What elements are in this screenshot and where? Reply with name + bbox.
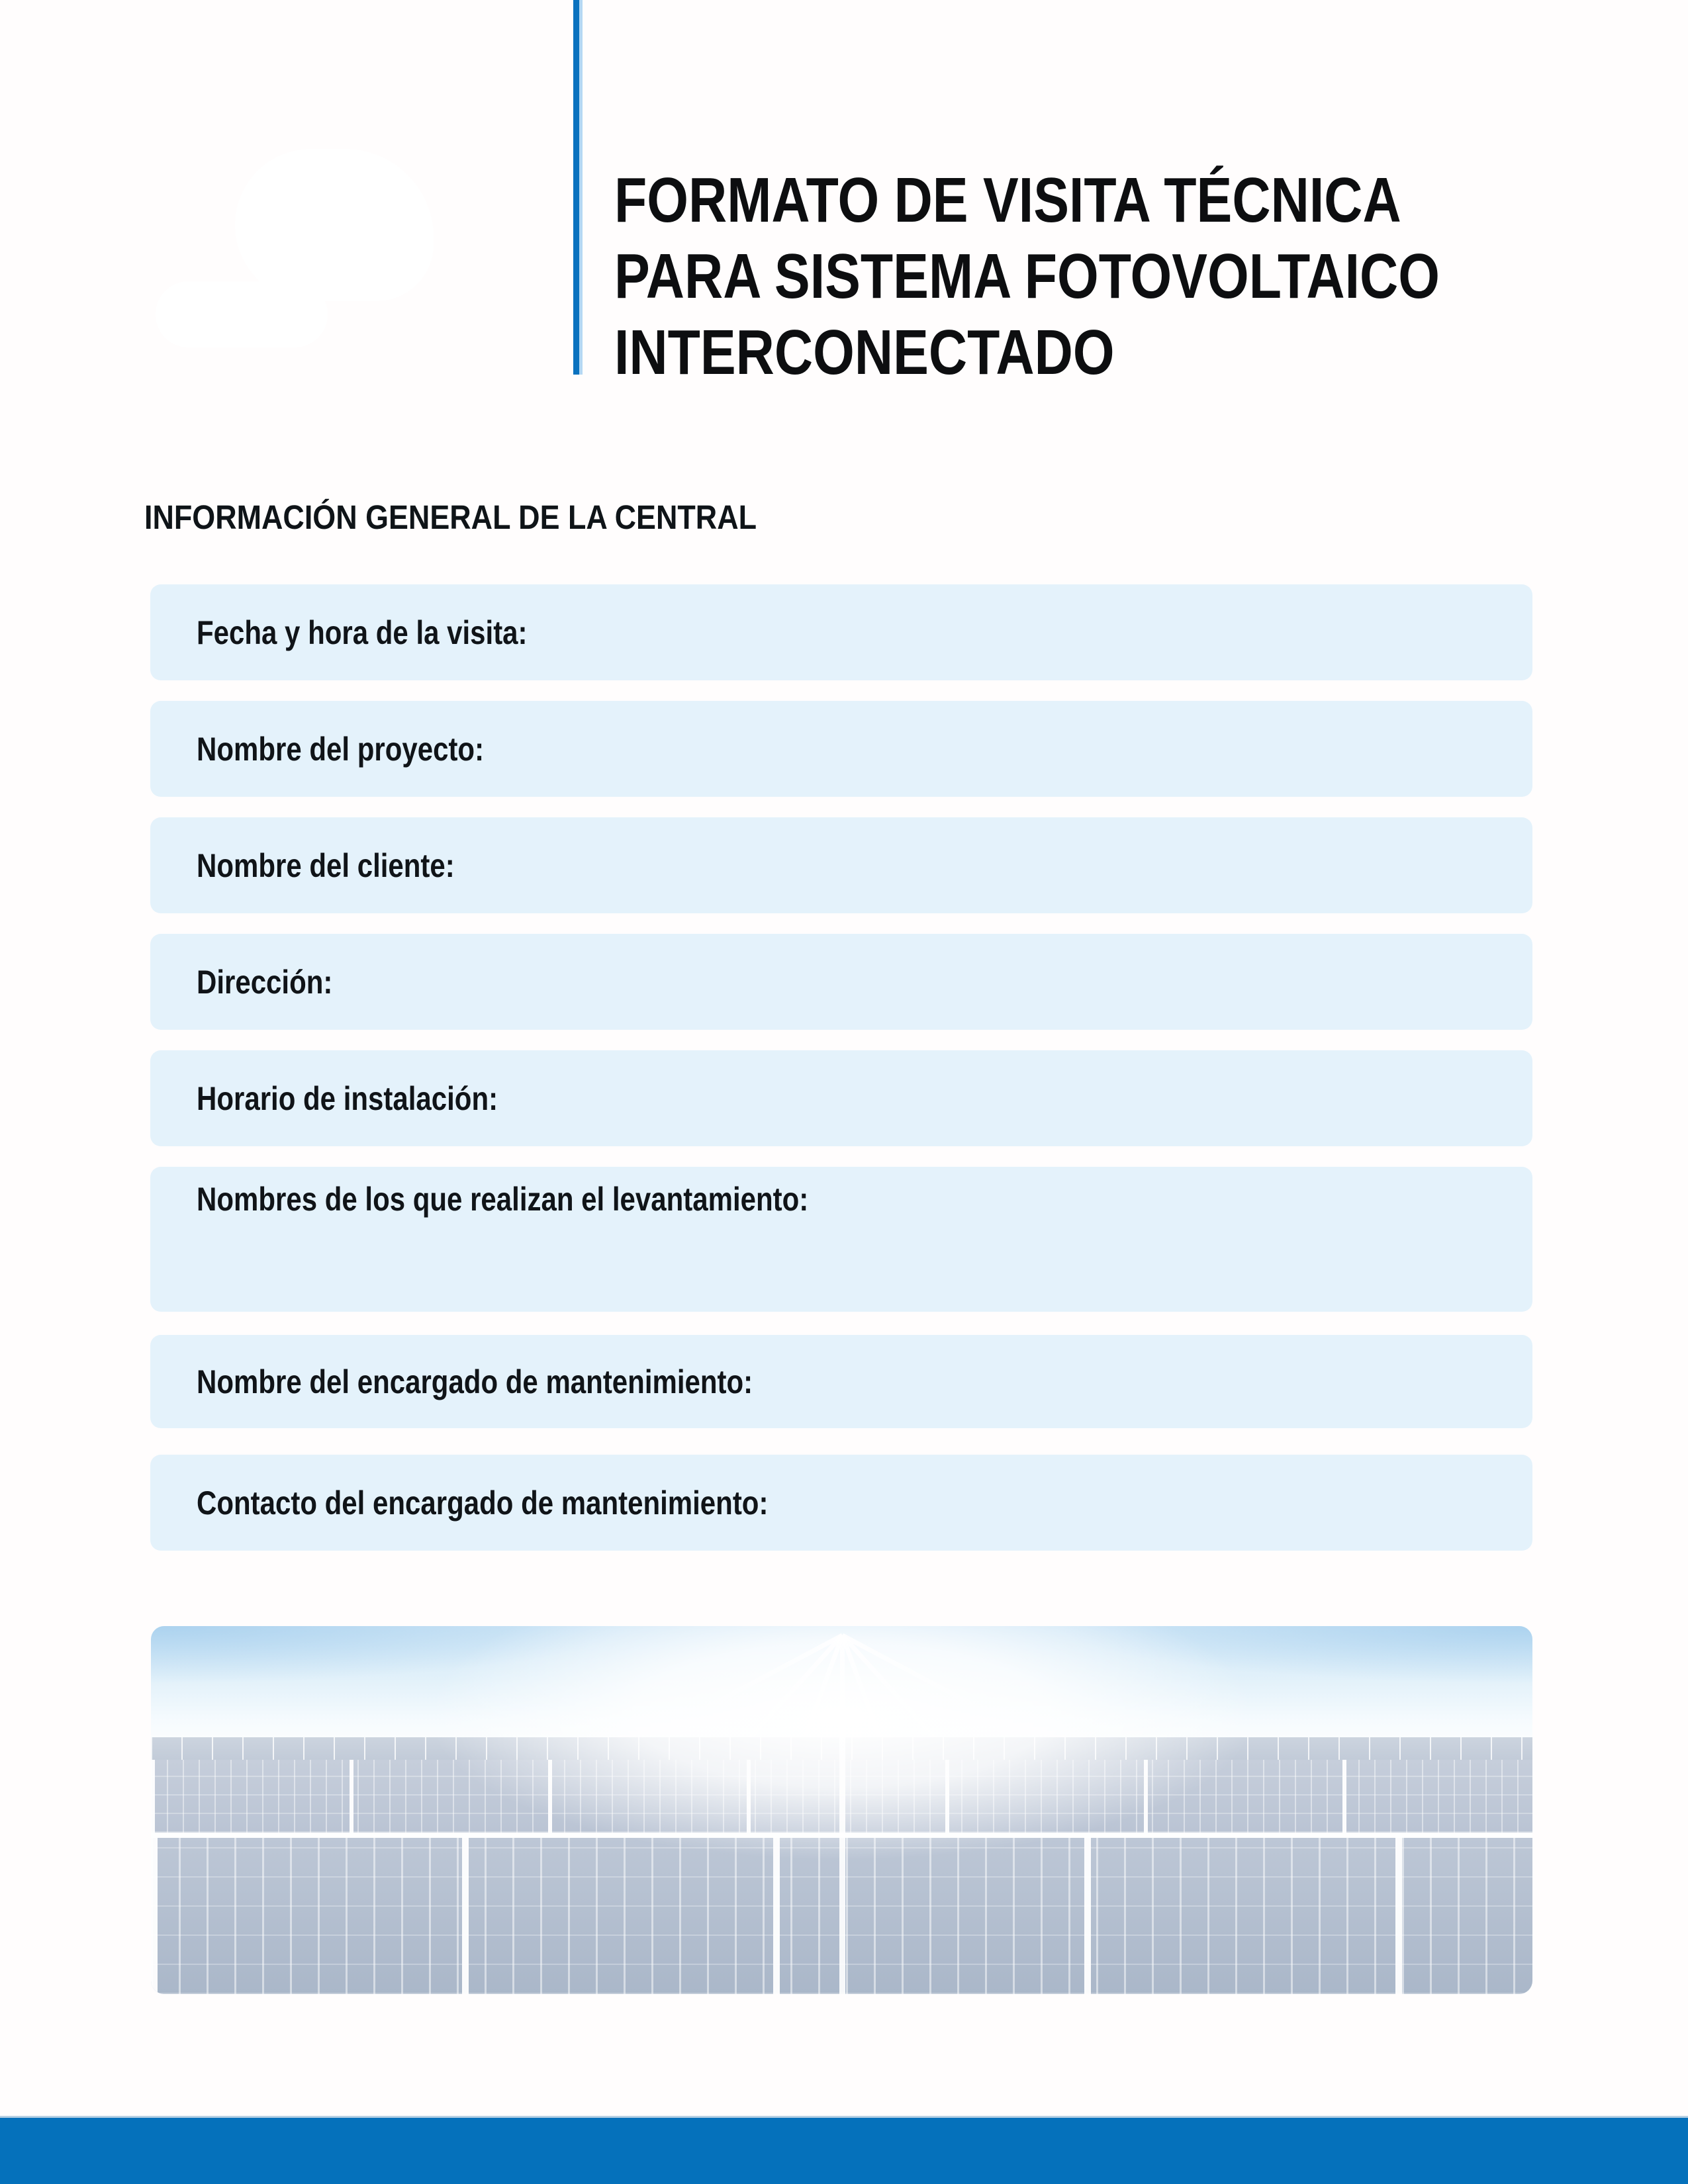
title-line-3: INTERCONECTADO — [614, 317, 1115, 388]
field-label-direccion: Dirección: — [197, 963, 333, 1001]
field-nombre-cliente[interactable] — [150, 817, 1532, 913]
field-label-fecha-y-hora: Fecha y hora de la visita: — [197, 614, 528, 651]
field-label-contacto-mantenimiento: Contacto del encargado de mantenimiento: — [197, 1484, 769, 1522]
title-accent-rule — [573, 0, 579, 375]
field-label-nombre-proyecto: Nombre del proyecto: — [197, 730, 485, 768]
logo-watermark — [195, 149, 434, 354]
field-label-encargado-mantenimiento: Nombre del encargado de mantenimiento: — [197, 1363, 753, 1400]
footer-bar — [0, 2116, 1688, 2184]
field-label-horario-instalacion: Horario de instalación: — [197, 1079, 498, 1117]
section-heading: INFORMACIÓN GENERAL DE LA CENTRAL — [144, 498, 757, 536]
logo-watermark-shape — [156, 281, 328, 347]
field-horario-instalacion[interactable] — [150, 1050, 1532, 1146]
field-fecha-y-hora[interactable] — [150, 584, 1532, 680]
field-label-nombre-cliente: Nombre del cliente: — [197, 846, 455, 884]
field-nombres-levantamiento[interactable] — [150, 1167, 1532, 1312]
field-nombre-proyecto[interactable] — [150, 701, 1532, 797]
title-line-2: PARA SISTEMA FOTOVOLTAICO — [614, 241, 1440, 312]
field-label-nombres-levantamiento: Nombres de los que realizan el levantamiento: — [197, 1181, 809, 1218]
field-direccion[interactable] — [150, 934, 1532, 1030]
logo-watermark-shape — [235, 149, 434, 301]
solar-panels-photo — [151, 1626, 1532, 1994]
sun-glare — [151, 1626, 1532, 1994]
field-contacto-mantenimiento[interactable] — [150, 1455, 1532, 1551]
field-encargado-mantenimiento[interactable] — [150, 1335, 1532, 1428]
document-title — [614, 162, 1440, 390]
title-line-1: FORMATO DE VISITA TÉCNICA — [614, 165, 1401, 236]
title-accent-rule-highlight — [579, 0, 583, 375]
